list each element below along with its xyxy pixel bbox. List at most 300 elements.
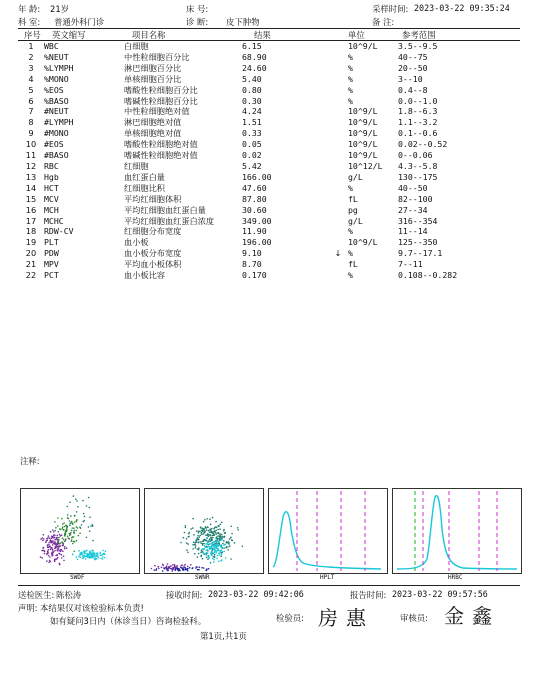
- swnr-dot: [214, 534, 216, 536]
- swdf-dot: [44, 551, 46, 553]
- swdf-dot: [86, 537, 88, 539]
- swnr-dot: [201, 541, 203, 543]
- swdf-dot: [73, 527, 75, 529]
- hrbc-histogram-svg: [393, 489, 521, 573]
- hrbc-histogram: [392, 488, 522, 574]
- swdf-dot: [54, 537, 56, 539]
- swnr-dot: [176, 565, 178, 567]
- swdf-dot: [47, 551, 49, 553]
- swnr-dot: [209, 518, 211, 520]
- swdf-dot: [70, 515, 72, 517]
- swnr-dot: [202, 531, 204, 533]
- swnr-dot: [183, 569, 185, 571]
- swnr-dot: [172, 568, 174, 570]
- swdf-dot: [73, 531, 75, 533]
- swnr-dot: [220, 545, 222, 547]
- swnr-dot: [224, 536, 226, 538]
- swnr-dot: [215, 546, 217, 548]
- swdf-dot: [63, 522, 65, 524]
- swnr-dot: [189, 567, 191, 569]
- swdf-dot: [73, 536, 75, 538]
- swnr-dot: [237, 527, 239, 529]
- table-row: [18, 41, 520, 52]
- swnr-dot: [207, 526, 209, 528]
- cell-code: #NEUT: [44, 106, 69, 117]
- swnr-dot: [180, 542, 182, 544]
- swdf-dot: [104, 557, 106, 559]
- swdf-dot: [55, 527, 57, 529]
- swdf-dot: [100, 555, 102, 557]
- swdf-dot: [89, 557, 91, 559]
- swnr-dot: [204, 539, 206, 541]
- swdf-dot: [49, 546, 51, 548]
- swnr-dot: [224, 533, 226, 535]
- swnr-dot: [162, 570, 164, 572]
- swdf-dot: [52, 544, 54, 546]
- swnr-dot: [213, 559, 215, 561]
- swdf-dot: [102, 556, 104, 558]
- swdf-dot: [66, 506, 68, 508]
- swnr-dot: [227, 549, 229, 551]
- swnr-dot: [208, 541, 210, 543]
- hplt-histogram: [268, 488, 388, 574]
- swnr-dot: [215, 521, 217, 523]
- cell-flag: [328, 117, 348, 128]
- cell-code: %LYMPH: [44, 62, 74, 73]
- table-row: [18, 216, 520, 227]
- swnr-dot: [179, 570, 181, 572]
- swnr-scatter-svg: [145, 489, 263, 573]
- cell-no: 18: [25, 226, 37, 237]
- swdf-dot: [65, 538, 67, 540]
- swdf-dot: [74, 515, 76, 517]
- cell-unit: pg: [348, 204, 358, 215]
- swdf-dot: [69, 502, 71, 504]
- swnr-dot: [183, 537, 185, 539]
- cell-result: 5.40: [242, 73, 262, 84]
- plot-label-hrbc: HRBC: [448, 574, 463, 581]
- swdf-dot: [78, 555, 80, 557]
- col-ref: 参考范围: [402, 30, 436, 40]
- swnr-dot: [207, 533, 209, 535]
- swnr-dot: [211, 539, 213, 541]
- cell-result: 24.60: [242, 62, 267, 73]
- swnr-dot: [210, 553, 212, 555]
- swdf-dot: [80, 556, 82, 558]
- swdf-dot: [42, 537, 44, 539]
- cell-unit: 10^12/L: [348, 160, 383, 171]
- swnr-dot: [209, 543, 211, 545]
- swdf-dot: [83, 513, 85, 515]
- swdf-dot: [60, 529, 62, 531]
- cell-code: %MONO: [44, 73, 69, 84]
- swnr-dot: [220, 552, 222, 554]
- swdf-dot: [64, 526, 66, 528]
- swnr-dot: [205, 554, 207, 556]
- notes-label: 注释:: [20, 456, 40, 466]
- cell-ref: 0.108--0.282: [398, 270, 458, 281]
- diag-value: 皮下肿物: [226, 17, 260, 27]
- swnr-dot: [217, 555, 219, 557]
- swdf-dot: [52, 549, 54, 551]
- swnr-dot: [206, 557, 208, 559]
- cell-unit: %: [348, 51, 353, 62]
- swdf-dot: [93, 552, 95, 554]
- swnr-dot: [192, 518, 194, 520]
- swnr-dot: [218, 525, 220, 527]
- swdf-dot: [61, 554, 63, 556]
- swdf-dot: [51, 547, 53, 549]
- cell-flag: ↓: [334, 248, 342, 259]
- cell-ref: 40--75: [398, 51, 428, 62]
- swdf-dot: [57, 525, 59, 527]
- swnr-dot: [215, 552, 217, 554]
- swnr-dot: [221, 537, 223, 539]
- cell-ref: 4.3--5.8: [398, 160, 438, 171]
- swnr-dot: [226, 547, 228, 549]
- swnr-dot: [223, 540, 225, 542]
- cell-result: 68.90: [242, 51, 267, 62]
- cell-flag: [328, 161, 348, 172]
- swdf-dot: [55, 530, 57, 532]
- swdf-dot: [72, 527, 74, 529]
- cell-result: 11.90: [242, 226, 267, 237]
- swnr-dot: [199, 536, 201, 538]
- cell-code: #MONO: [44, 128, 69, 139]
- swdf-dot: [69, 523, 71, 525]
- cell-ref: 1.8--6.3: [398, 106, 438, 117]
- swnr-dot: [187, 570, 189, 572]
- doctor-value: 陈松涛: [56, 590, 82, 600]
- swnr-dot: [206, 568, 208, 570]
- swdf-dot: [48, 542, 50, 544]
- swnr-dot: [208, 530, 210, 532]
- swdf-dot: [61, 518, 63, 520]
- swnr-dot: [166, 565, 168, 567]
- swnr-dot: [216, 542, 218, 544]
- cell-code: HCT: [44, 182, 59, 193]
- cell-name: 红细胞: [124, 160, 149, 171]
- cell-unit: %: [348, 182, 353, 193]
- column-headers: [18, 29, 520, 40]
- swnr-dot: [216, 548, 218, 550]
- cell-ref: 1.1--3.2: [398, 117, 438, 128]
- swdf-dot: [70, 532, 72, 534]
- cell-code: PLT: [44, 237, 59, 248]
- cell-no: 9: [28, 128, 34, 139]
- swnr-dot: [195, 545, 197, 547]
- swnr-dot: [221, 534, 223, 536]
- swdf-dot: [76, 526, 78, 528]
- swdf-dot: [82, 553, 84, 555]
- table-row: [18, 74, 520, 85]
- swdf-dot: [76, 540, 78, 542]
- swdf-dot: [75, 498, 77, 500]
- swdf-dot: [76, 500, 78, 502]
- swdf-dot: [40, 538, 42, 540]
- swnr-dot: [216, 539, 218, 541]
- swnr-dot: [198, 549, 200, 551]
- cell-ref: 316--354: [398, 215, 438, 226]
- swnr-dot: [218, 560, 220, 562]
- swdf-dot: [47, 545, 49, 547]
- cell-flag: [328, 52, 348, 63]
- swnr-dot: [183, 567, 185, 569]
- swnr-dot: [181, 567, 183, 569]
- swdf-dot: [50, 561, 52, 563]
- cell-flag: [328, 270, 348, 281]
- swnr-dot: [154, 569, 156, 571]
- swdf-dot: [61, 549, 63, 551]
- table-row: [18, 172, 520, 183]
- swdf-dot: [85, 550, 87, 552]
- cell-code: %NEUT: [44, 51, 69, 62]
- swnr-dot: [229, 545, 231, 547]
- cell-flag: [328, 237, 348, 248]
- swdf-dot: [74, 521, 76, 523]
- swdf-dot: [88, 497, 90, 499]
- swdf-dot: [73, 551, 75, 553]
- cell-no: 5: [28, 84, 34, 95]
- cell-unit: %: [348, 62, 353, 73]
- swdf-dot: [51, 541, 53, 543]
- swnr-dot: [172, 564, 174, 566]
- swnr-dot: [202, 528, 204, 530]
- cell-ref: 0--0.06: [398, 150, 433, 161]
- cell-result: 349.00: [242, 215, 272, 226]
- cell-name: 淋巴细胞百分比: [124, 62, 182, 73]
- swnr-dot: [201, 567, 203, 569]
- swnr-dot: [196, 566, 198, 568]
- table-row: [18, 52, 520, 63]
- cell-result: 87.80: [242, 193, 267, 204]
- swnr-dot: [210, 532, 212, 534]
- cell-flag: [328, 194, 348, 205]
- swdf-dot: [69, 533, 71, 535]
- swnr-dot: [205, 534, 207, 536]
- swnr-dot: [225, 557, 227, 559]
- cell-flag: [328, 128, 348, 139]
- swnr-dot: [205, 527, 207, 529]
- swnr-dot: [198, 566, 200, 568]
- swdf-dot: [52, 554, 54, 556]
- swnr-dot: [177, 567, 179, 569]
- cell-name: 平均红细胞血红蛋白量: [124, 204, 206, 215]
- swnr-dot: [204, 530, 206, 532]
- cell-no: 15: [25, 193, 37, 204]
- cell-name: 淋巴细胞绝对值: [124, 117, 182, 128]
- swnr-dot: [201, 543, 203, 545]
- cell-no: 2: [28, 51, 34, 62]
- swdf-dot: [68, 537, 70, 539]
- swdf-dot: [96, 555, 98, 557]
- swnr-dot: [204, 553, 206, 555]
- cell-unit: %: [348, 248, 353, 259]
- swdf-dot: [43, 534, 45, 536]
- swnr-dot: [214, 542, 216, 544]
- swnr-dot: [230, 558, 232, 560]
- cell-ref: 11--14: [398, 226, 428, 237]
- swnr-dot: [184, 564, 186, 566]
- cell-ref: 7--11: [398, 259, 423, 270]
- swdf-dot: [43, 538, 45, 540]
- swnr-dot: [223, 530, 225, 532]
- swnr-dot: [220, 539, 222, 541]
- swnr-dot: [186, 542, 188, 544]
- swdf-dot: [41, 557, 43, 559]
- cell-name: 平均血小板体积: [124, 259, 182, 270]
- swnr-dot: [172, 570, 174, 572]
- cell-code: Hgb: [44, 171, 59, 182]
- swdf-dot: [59, 563, 61, 565]
- table-row: [18, 237, 520, 248]
- swnr-dot: [212, 558, 214, 560]
- swnr-dot: [200, 556, 202, 558]
- swdf-dot: [100, 552, 102, 554]
- cell-no: 4: [28, 73, 34, 84]
- age-label: 年 龄:: [18, 4, 41, 14]
- swnr-dot: [187, 543, 189, 545]
- swdf-dot: [62, 542, 64, 544]
- cell-no: 22: [25, 270, 37, 281]
- swnr-dot: [198, 569, 200, 571]
- swnr-dot: [204, 532, 206, 534]
- swnr-dot: [185, 568, 187, 570]
- cell-name: 平均红细胞体积: [124, 193, 182, 204]
- cell-name: 红细胞分布宽度: [124, 226, 182, 237]
- col-result: 结果: [254, 30, 271, 40]
- swnr-dot: [210, 562, 212, 564]
- swnr-dot: [209, 540, 211, 542]
- cell-no: 19: [25, 237, 37, 248]
- swdf-dot: [57, 548, 59, 550]
- swnr-dot: [192, 544, 194, 546]
- swdf-dot: [69, 525, 71, 527]
- sample-time-value: 2023-03-22 09:35:24: [414, 3, 510, 13]
- swdf-dot: [86, 556, 88, 558]
- cell-name: 中性粒细胞绝对值: [124, 106, 190, 117]
- swnr-dot: [188, 536, 190, 538]
- cell-name: 平均红细胞血红蛋白浓度: [124, 215, 215, 226]
- swdf-dot: [58, 531, 60, 533]
- swnr-dot: [210, 547, 212, 549]
- col-no: 序号: [24, 30, 41, 40]
- swdf-dot: [72, 543, 74, 545]
- swnr-dot: [215, 530, 217, 532]
- cell-name: 单核细胞百分比: [124, 73, 182, 84]
- cell-ref: 40--50: [398, 182, 428, 193]
- swdf-dot: [71, 537, 73, 539]
- swdf-dot: [64, 548, 66, 550]
- sample-time-label: 采样时间:: [372, 4, 409, 14]
- dept-value: 普通外科门诊: [54, 17, 105, 27]
- swnr-dot: [217, 535, 219, 537]
- cell-name: 血小板比容: [124, 270, 165, 281]
- swnr-dot: [216, 537, 218, 539]
- swdf-dot: [76, 511, 78, 513]
- swdf-dot: [79, 526, 81, 528]
- cell-flag: [328, 106, 348, 117]
- reviewer-signature: 金鑫: [444, 604, 500, 628]
- swnr-dot: [230, 526, 232, 528]
- swdf-dot: [83, 552, 85, 554]
- swnr-dot: [162, 564, 164, 566]
- cell-no: 17: [25, 215, 37, 226]
- swdf-dot: [54, 550, 56, 552]
- cell-flag: [328, 96, 348, 107]
- swnr-dot: [237, 529, 239, 531]
- cell-unit: 10^9/L: [348, 150, 378, 161]
- bed-label: 床 号:: [186, 4, 209, 14]
- swnr-dot: [218, 554, 220, 556]
- swdf-dot: [47, 537, 49, 539]
- cell-code: #BASO: [44, 150, 69, 161]
- swdf-dot: [50, 531, 52, 533]
- swdf-dot: [88, 526, 90, 528]
- swdf-dot: [63, 560, 65, 562]
- swnr-dot: [222, 547, 224, 549]
- swnr-dot: [242, 546, 244, 548]
- swnr-dot: [196, 548, 198, 550]
- cell-result: 0.170: [242, 270, 267, 281]
- cell-ref: 125--350: [398, 237, 438, 248]
- swnr-dot: [199, 541, 201, 543]
- swnr-dot: [167, 569, 169, 571]
- swnr-dot: [203, 567, 205, 569]
- cell-no: 7: [28, 106, 34, 117]
- swdf-dot: [67, 514, 69, 516]
- swnr-dot: [198, 547, 200, 549]
- swnr-dot: [195, 540, 197, 542]
- swnr-dot: [228, 543, 230, 545]
- cell-code: #EOS: [44, 139, 64, 150]
- swnr-dot: [205, 546, 207, 548]
- cell-unit: 10^9/L: [348, 237, 378, 248]
- swnr-dot: [190, 564, 192, 566]
- swnr-dot: [210, 534, 212, 536]
- swdf-dot: [57, 543, 59, 545]
- cell-unit: %: [348, 270, 353, 281]
- swnr-dot: [221, 522, 223, 524]
- swnr-dot: [183, 565, 185, 567]
- swdf-dot: [76, 556, 78, 558]
- swdf-dot: [54, 560, 56, 562]
- swnr-dot: [214, 547, 216, 549]
- swnr-dot: [170, 565, 172, 567]
- swnr-dot: [206, 529, 208, 531]
- swdf-dot: [54, 521, 56, 523]
- hplt-histogram-svg: [269, 489, 387, 573]
- swnr-dot: [220, 551, 222, 553]
- swdf-dot: [53, 535, 55, 537]
- swnr-dot: [210, 529, 212, 531]
- cell-flag: [328, 85, 348, 96]
- footer-divider: [18, 585, 520, 586]
- plot-label-swdf: SWDF: [70, 574, 85, 581]
- cell-ref: 0.02--0.52: [398, 139, 448, 150]
- swdf-dot: [78, 535, 80, 537]
- cell-result: 47.60: [242, 182, 267, 193]
- swdf-dot: [42, 540, 44, 542]
- swdf-dot: [47, 547, 49, 549]
- statement-line-1: 本结果仅对该检验标本负责!: [40, 603, 144, 613]
- swnr-dot: [216, 527, 218, 529]
- swnr-dot: [221, 554, 223, 556]
- swdf-dot: [71, 540, 73, 542]
- swdf-scatter-plot: [20, 488, 140, 574]
- swdf-dot: [83, 557, 85, 559]
- swdf-dot: [48, 535, 50, 537]
